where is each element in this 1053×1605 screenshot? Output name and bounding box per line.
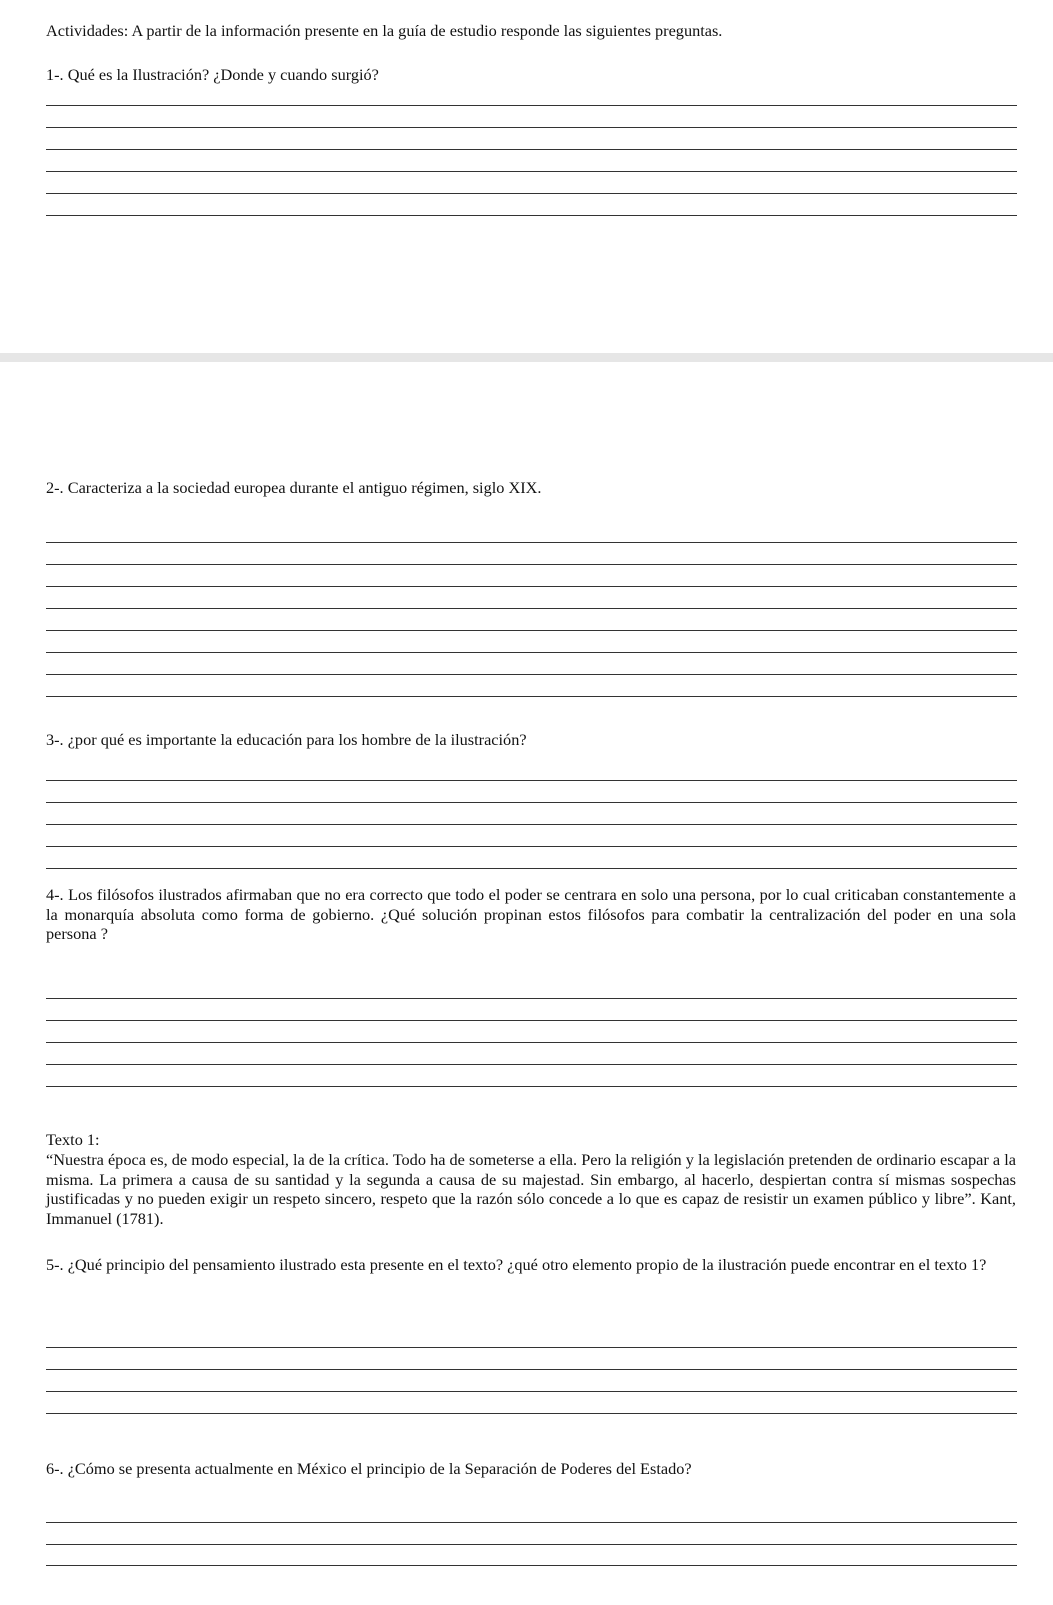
answer-line[interactable] xyxy=(46,149,1017,150)
question-3: 3-. ¿por qué es importante la educación para los hombre de la ilustración? xyxy=(46,730,527,749)
answer-line[interactable] xyxy=(46,193,1017,194)
answer-line[interactable] xyxy=(46,780,1017,781)
answer-line[interactable] xyxy=(46,1544,1017,1545)
question-1: 1-. Qué es la Ilustración? ¿Donde y cuando surgió? xyxy=(46,65,379,84)
answer-line[interactable] xyxy=(46,846,1017,847)
answer-line[interactable] xyxy=(46,608,1017,609)
answer-line[interactable] xyxy=(46,127,1017,128)
answer-line[interactable] xyxy=(46,564,1017,565)
question-4: 4-. Los filósofos ilustrados afirmaban que no era correcto que todo el poder se centrara en solo una persona, por lo cual criticaban constantemente a la monarquía absoluta como forma de gobierno. ¿Qué solución propinan estos filósofos para combatir la centralización del poder en una sola persona ? xyxy=(46,885,1016,943)
text-1-label: Texto 1: xyxy=(46,1130,100,1149)
answer-line[interactable] xyxy=(46,1042,1017,1043)
answer-line[interactable] xyxy=(46,652,1017,653)
answer-line[interactable] xyxy=(46,1064,1017,1065)
answer-line[interactable] xyxy=(46,1413,1017,1414)
answer-line[interactable] xyxy=(46,586,1017,587)
answer-line[interactable] xyxy=(46,1565,1017,1566)
answer-line[interactable] xyxy=(46,1347,1017,1348)
instructions-text: Actividades: A partir de la información presente en la guía de estudio responde las siguientes preguntas. xyxy=(46,21,723,40)
answer-line[interactable] xyxy=(46,542,1017,543)
answer-line[interactable] xyxy=(46,1522,1017,1523)
answer-line[interactable] xyxy=(46,696,1017,697)
answer-line[interactable] xyxy=(46,674,1017,675)
answer-line[interactable] xyxy=(46,171,1017,172)
answer-line[interactable] xyxy=(46,105,1017,106)
answer-line[interactable] xyxy=(46,802,1017,803)
answer-line[interactable] xyxy=(46,630,1017,631)
page-1 xyxy=(0,0,1053,353)
answer-line[interactable] xyxy=(46,215,1017,216)
answer-line[interactable] xyxy=(46,1020,1017,1021)
page-separator xyxy=(0,353,1053,362)
page-2 xyxy=(0,362,1053,1605)
answer-line[interactable] xyxy=(46,868,1017,869)
answer-line[interactable] xyxy=(46,1086,1017,1087)
answer-line[interactable] xyxy=(46,1391,1017,1392)
question-6: 6-. ¿Cómo se presenta actualmente en México el principio de la Separación de Poderes del Estado? xyxy=(46,1459,692,1478)
answer-line[interactable] xyxy=(46,998,1017,999)
answer-line[interactable] xyxy=(46,1369,1017,1370)
text-1-quote: “Nuestra época es, de modo especial, la de la crítica. Todo ha de someterse a ella. Pero la religión y la legislación pretenden de ordinario escapar a la misma. La primera a causa de su santidad y la segunda a causa de su majestad. Sin embargo, al hacerlo, despiertan contra sí mismas sospechas justificadas y no pueden exigir un respeto sincero, respeto que la razón sólo concede a lo que es capaz de resistir un examen público y libre”. Kant, Immanuel (1781). xyxy=(46,1150,1016,1228)
question-2: 2-. Caracteriza a la sociedad europea durante el antiguo régimen, siglo XIX. xyxy=(46,478,542,497)
question-5: 5-. ¿Qué principio del pensamiento ilustrado esta presente en el texto? ¿qué otro elemento propio de la ilustración puede encontrar en el texto 1? xyxy=(46,1255,987,1274)
answer-line[interactable] xyxy=(46,824,1017,825)
